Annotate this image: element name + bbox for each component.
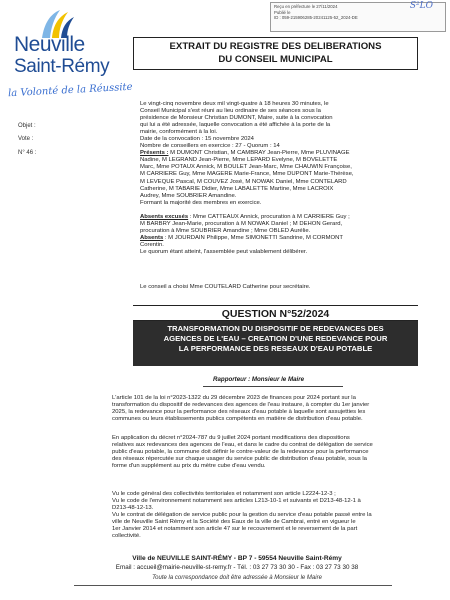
body-paragraph-2 [112, 435, 432, 470]
header-line1: EXTRAIT DU REGISTRE DES DELIBERATIONS [169, 41, 382, 52]
secretary-line: Le conseil a choisi Mme COUTELARD Catherine pour secrétaire. [140, 284, 311, 290]
text-span: : M JOURDAIN Philippe, Mme SIMONETTI Sandrine, M CORMONT [163, 235, 343, 242]
text-line: mairie, conformément à la loi. [140, 129, 218, 136]
text-line: ville de Neuville Saint Rémy et la Société des Eaux de la ville de Cambrai, entré en vigueur le [112, 519, 356, 526]
text-line: 2025, la redevance pour la performance des réseaux d'eau potable à laquelle sont assujetties les [112, 409, 366, 416]
text-line: 1er Janvier 2014 et notamment son article 47 sur le recouvrement et le reversement de la part [112, 526, 358, 533]
text-line: Vu le contrat de délégation de service public pour la gestion du service d'eau potable passé entre la [112, 512, 372, 519]
subject-line: TRANSFORMATION DU DISPOSITIF DE REDEVANCES DES [167, 324, 384, 333]
stamp-published: Publié le [274, 9, 291, 15]
text-line: M BARBRY Jean-Marie, procuration à M NOWAK Daniel ; M DEHON Gerard, [140, 221, 343, 228]
text-line: Le quorum étant atteint, l'assemblée peut valablement délibérer. [140, 249, 308, 256]
subject-line: AGENCES DE L'EAU – CREATION D'UNE REDEVANCE POUR [163, 334, 388, 343]
absents-paragraph [140, 214, 422, 256]
header-line2: DU CONSEIL MUNICIPAL [218, 53, 333, 65]
subject-line: LA PERFORMANCE DES RESEAUX D'EAU POTABLE [178, 344, 373, 353]
subject-band [133, 321, 418, 366]
footer-address: Ville de NEUVILLE SAINT-RÉMY - BP 7 - 59554 Neuville Saint-Rémy [132, 555, 342, 562]
text-line: procuration à Mme SOUBRIER Amandine ; Mme OBLED Aurélie. [140, 228, 311, 235]
text-line: Conseil Municipal s'est réuni au lieu ordinaire de ses séances sous la [140, 108, 321, 115]
text-line: M CARRIERE Guy, Mme MAGERE Marie-France, Mme DUPONT Marie-Thérèse, [140, 171, 354, 178]
prefecture-receipt-stamp [270, 2, 446, 32]
text-line: forme d'un supplément au prix du mètre cube d'eau vendu. [112, 463, 266, 470]
text-line: Nadine, M LEGRAND Jean-Pierre, Mme LEPARD Evelyne, M BOVELETTE [140, 157, 338, 164]
text-line: qui lui a été adressée, laquelle convocation a été affichée à la porte de la [140, 122, 331, 129]
text-line: Vu le code de l'environnement notamment ses articles L213-10-1 et suivants et D213-48-12-1 à [112, 498, 361, 505]
stamp-received: Reçu en préfecture le 27/11/2024 [274, 4, 338, 9]
text-line: Marc, Mme POTAUX Annick, M BOULET Jean-Marc, Mme CHAUWIN Françoise, [140, 164, 352, 171]
number-label: N° 46 : [18, 150, 37, 156]
text-line: transformation du dispositif de redevances des agences de l'eau instaure, à compter du 1er janvier [112, 402, 370, 409]
text-line: présidence de Monsieur Christian DUMONT, Maire, suite à la convocation [140, 115, 333, 122]
vote-label: Vote : [18, 136, 34, 142]
text-line: Date de la convocation : 15 novembre 2024 [140, 136, 254, 143]
footer-contact: Email : accueil@mairie-neuville-st-remy.fr - Tél. : 03 27 73 30 30 - Fax : 03 27 73 30 38 [115, 564, 359, 571]
text-line: Formant la majorité des membres en exercice. [140, 199, 262, 206]
text-line: collectivité. [112, 533, 141, 540]
text-line: En application du décret n°2024-787 du 9 juillet 2024 portant modifications des dispositions [112, 435, 350, 441]
text-span: : Mme CATTEAUX Annick, procuration à M CARRIERE Guy ; [188, 214, 350, 220]
footer-divider [74, 585, 392, 586]
rapporteur: Rapporteur : Monsieur le Maire [213, 376, 305, 383]
stamp-id: ID : 059-215906285-20241125-52_2024-DE [274, 15, 358, 21]
logo-town-name-line2: Saint-Rémy [14, 56, 110, 77]
divider [203, 386, 343, 387]
absents-line [140, 235, 422, 242]
text-line: des réseaux répercutée sur chaque usager du service public de distribution d'eau potable, sous la [112, 456, 367, 463]
absents-label: Absents [140, 235, 164, 242]
presents-line [140, 150, 422, 157]
text-line: Catherine, M TABARIE Didier, Mme LABALETTE Martine, Mme LACROIX [140, 185, 334, 192]
text-line: relatives aux redevances des agences de l'eau, et dans le cadre du contrat de délégation de service [112, 442, 373, 449]
text-line: Le vingt-cinq novembre deux mil vingt-quatre à 18 heures 30 minutes, le [140, 101, 329, 107]
text-line: Audrey, Mme SOUBRIER Amandine. [140, 192, 237, 199]
text-line: L'article 101 de la loi n°2023-1322 du 29 décembre 2023 de finances pour 2024 portant sur la [112, 395, 356, 401]
footer [92, 555, 382, 581]
body-paragraph-1 [112, 395, 432, 423]
footer-note: Toute la correspondance doit être adressée à Monsieur le Maire [152, 575, 322, 581]
text-line: Vu le code général des collectivités territoriales et notamment son article L2224-12-3 ; [112, 491, 336, 497]
presents-label: Présents : [140, 150, 169, 157]
text-span: M DUMONT Christian, M CAMBRAY Jean-Pierre, Mme PLUVINAGE [168, 150, 350, 157]
stamp-signature: S²LO [409, 1, 433, 11]
text-line: Nombre de conseillers en exercice : 27 - Quorum : 14 [140, 143, 280, 150]
absents-excuses-line [140, 214, 422, 221]
logo-town-name-line1: Neuville [14, 33, 85, 56]
text-line: Corentin. [140, 242, 164, 249]
logo-slogan: la Volonté de la Réussite [7, 81, 133, 100]
session-paragraph [140, 101, 422, 207]
text-line: communes ou leurs établissements publics compétents en matière de distribution d'eau potable. [112, 416, 363, 423]
text-line: M LEVEQUE Pascal, M COUVEZ José, M NOWAK Daniel, Mme CONTELARD [140, 178, 347, 185]
text-line: D213-48-12-13. [112, 505, 154, 512]
document-header [133, 37, 418, 70]
objet-label: Objet : [18, 123, 36, 129]
absents-excuses-label: Absents excusés [140, 214, 189, 220]
body-paragraph-3 [112, 491, 432, 540]
text-line: public d'eau potable, la commune doit définir le contre-valeur de la redevance pour la performance [112, 449, 369, 456]
question-number: QUESTION N°52/2024 [133, 305, 418, 321]
